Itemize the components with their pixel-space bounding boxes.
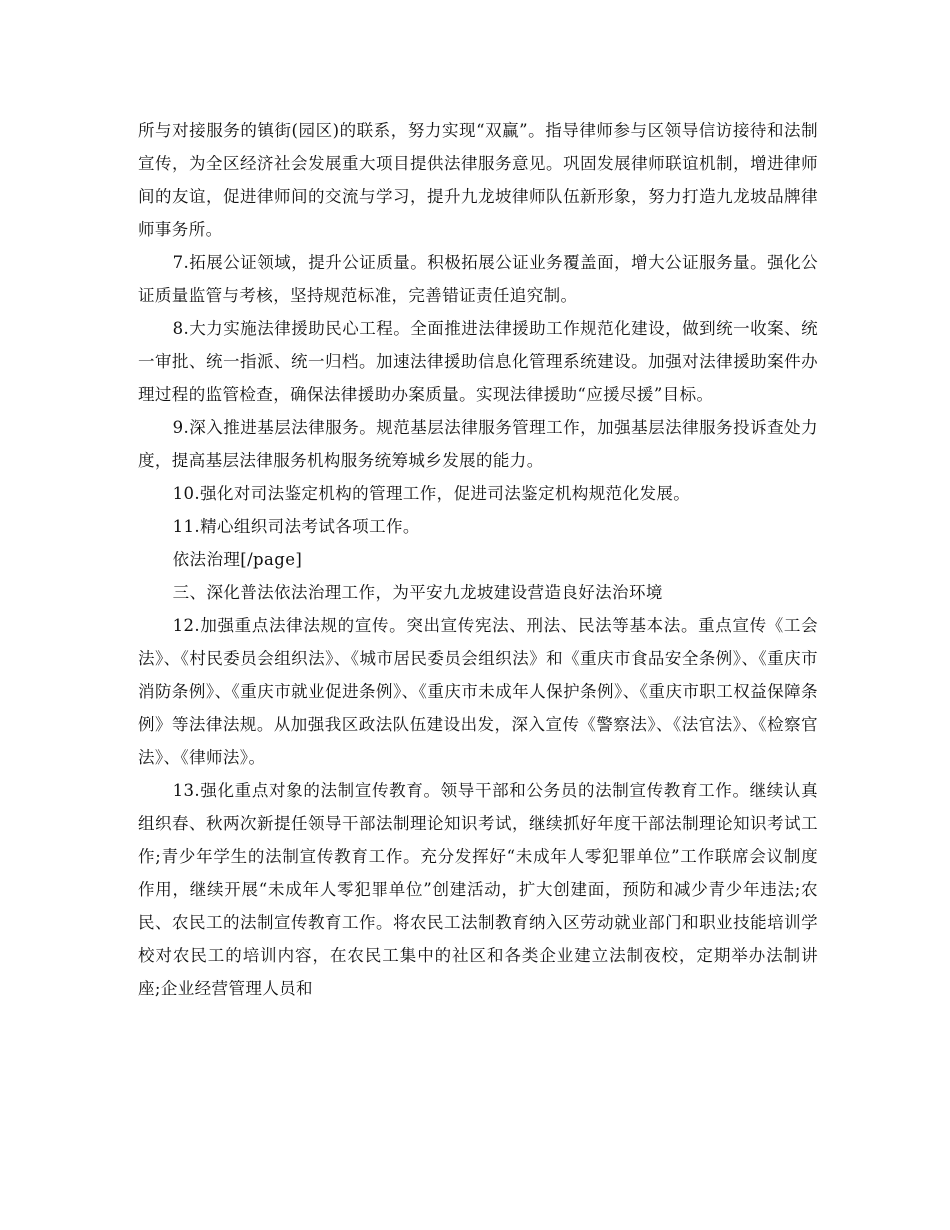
paragraph-continuation: 所与对接服务的镇街(园区)的联系，努力实现“双赢”。指导律师参与区领导信访接待和法制宣传，为全区经济社会发展重大项目提供法律服务意见。巩固发展律师联谊机制，增进律师间的友谊，促进律师间的交流与学习，提升九龙坡律师队伍新形象，努力打造九龙坡品牌律师事务所。 [138,121,818,239]
paragraph-item-8: 8.大力实施法律援助民心工程。全面推进法律援助工作规范化建设，做到统一收案、统一审批、统一指派、统一归档。加速法律援助信息化管理系统建设。加强对法律援助案件办理过程的监管检查，确保法律援助办案质量。实现法律援助“应援尽援”目标。 [138,319,818,404]
paragraph-item-9: 9.深入推进基层法律服务。规范基层法律服务管理工作，加强基层法律服务投诉查处力度，提高基层法律服务机构服务统筹城乡发展的能力。 [138,418,818,470]
paragraph-item-12: 12.加强重点法律法规的宣传。突出宣传宪法、刑法、民法等基本法。重点宣传《工会法》、《村民委员会组织法》、《城市居民委员会组织法》和《重庆市食品安全条例》、《重庆市消防条例》、《重庆市就业促进条例》、《重庆市未成年人保护条例》、《重庆市职工权益保障条例》等法律法规。从加强我区政法队伍建设出发，深入宣传《警察法》、《法官法》、《检察官法》、《律师法》。 [138,616,818,767]
paragraph-item-10: 10.强化对司法鉴定机构的管理工作，促进司法鉴定机构规范化发展。 [172,484,691,503]
paragraph-item-7: 7.拓展公证领域，提升公证质量。积极拓展公证业务覆盖面，增大公证服务量。强化公证质量监管与考核，坚持规范标准，完善错证责任追究制。 [138,253,818,305]
paragraph-item-11: 11.精心组织司法考试各项工作。 [172,517,420,536]
section-heading-3: 三、深化普法依法治理工作，为平安九龙坡建设营造良好法治环境 [172,583,663,602]
document-body [138,114,818,1005]
paragraph-item-13: 13.强化重点对象的法制宣传教育。领导干部和公务员的法制宣传教育工作。继续认真组织春、秋两次新提任领导干部法制理论知识考试，继续抓好年度干部法制理论知识考试工作;青少年学生的法制宣传教育工作。充分发挥好“未成年人零犯罪单位”工作联席会议制度作用，继续开展“未成年人零犯罪单位”创建活动，扩大创建面，预防和减少青少年违法;农民、农民工的法制宣传教育工作。将农民工法制教育纳入区劳动就业部门和职业技能培训学校对农民工的培训内容，在农民工集中的社区和各类企业建立法制夜校，定期举办法制讲座;企业经营管理人员和 [138,781,818,998]
paragraph-page-marker: 依法治理[/page] [172,550,303,569]
